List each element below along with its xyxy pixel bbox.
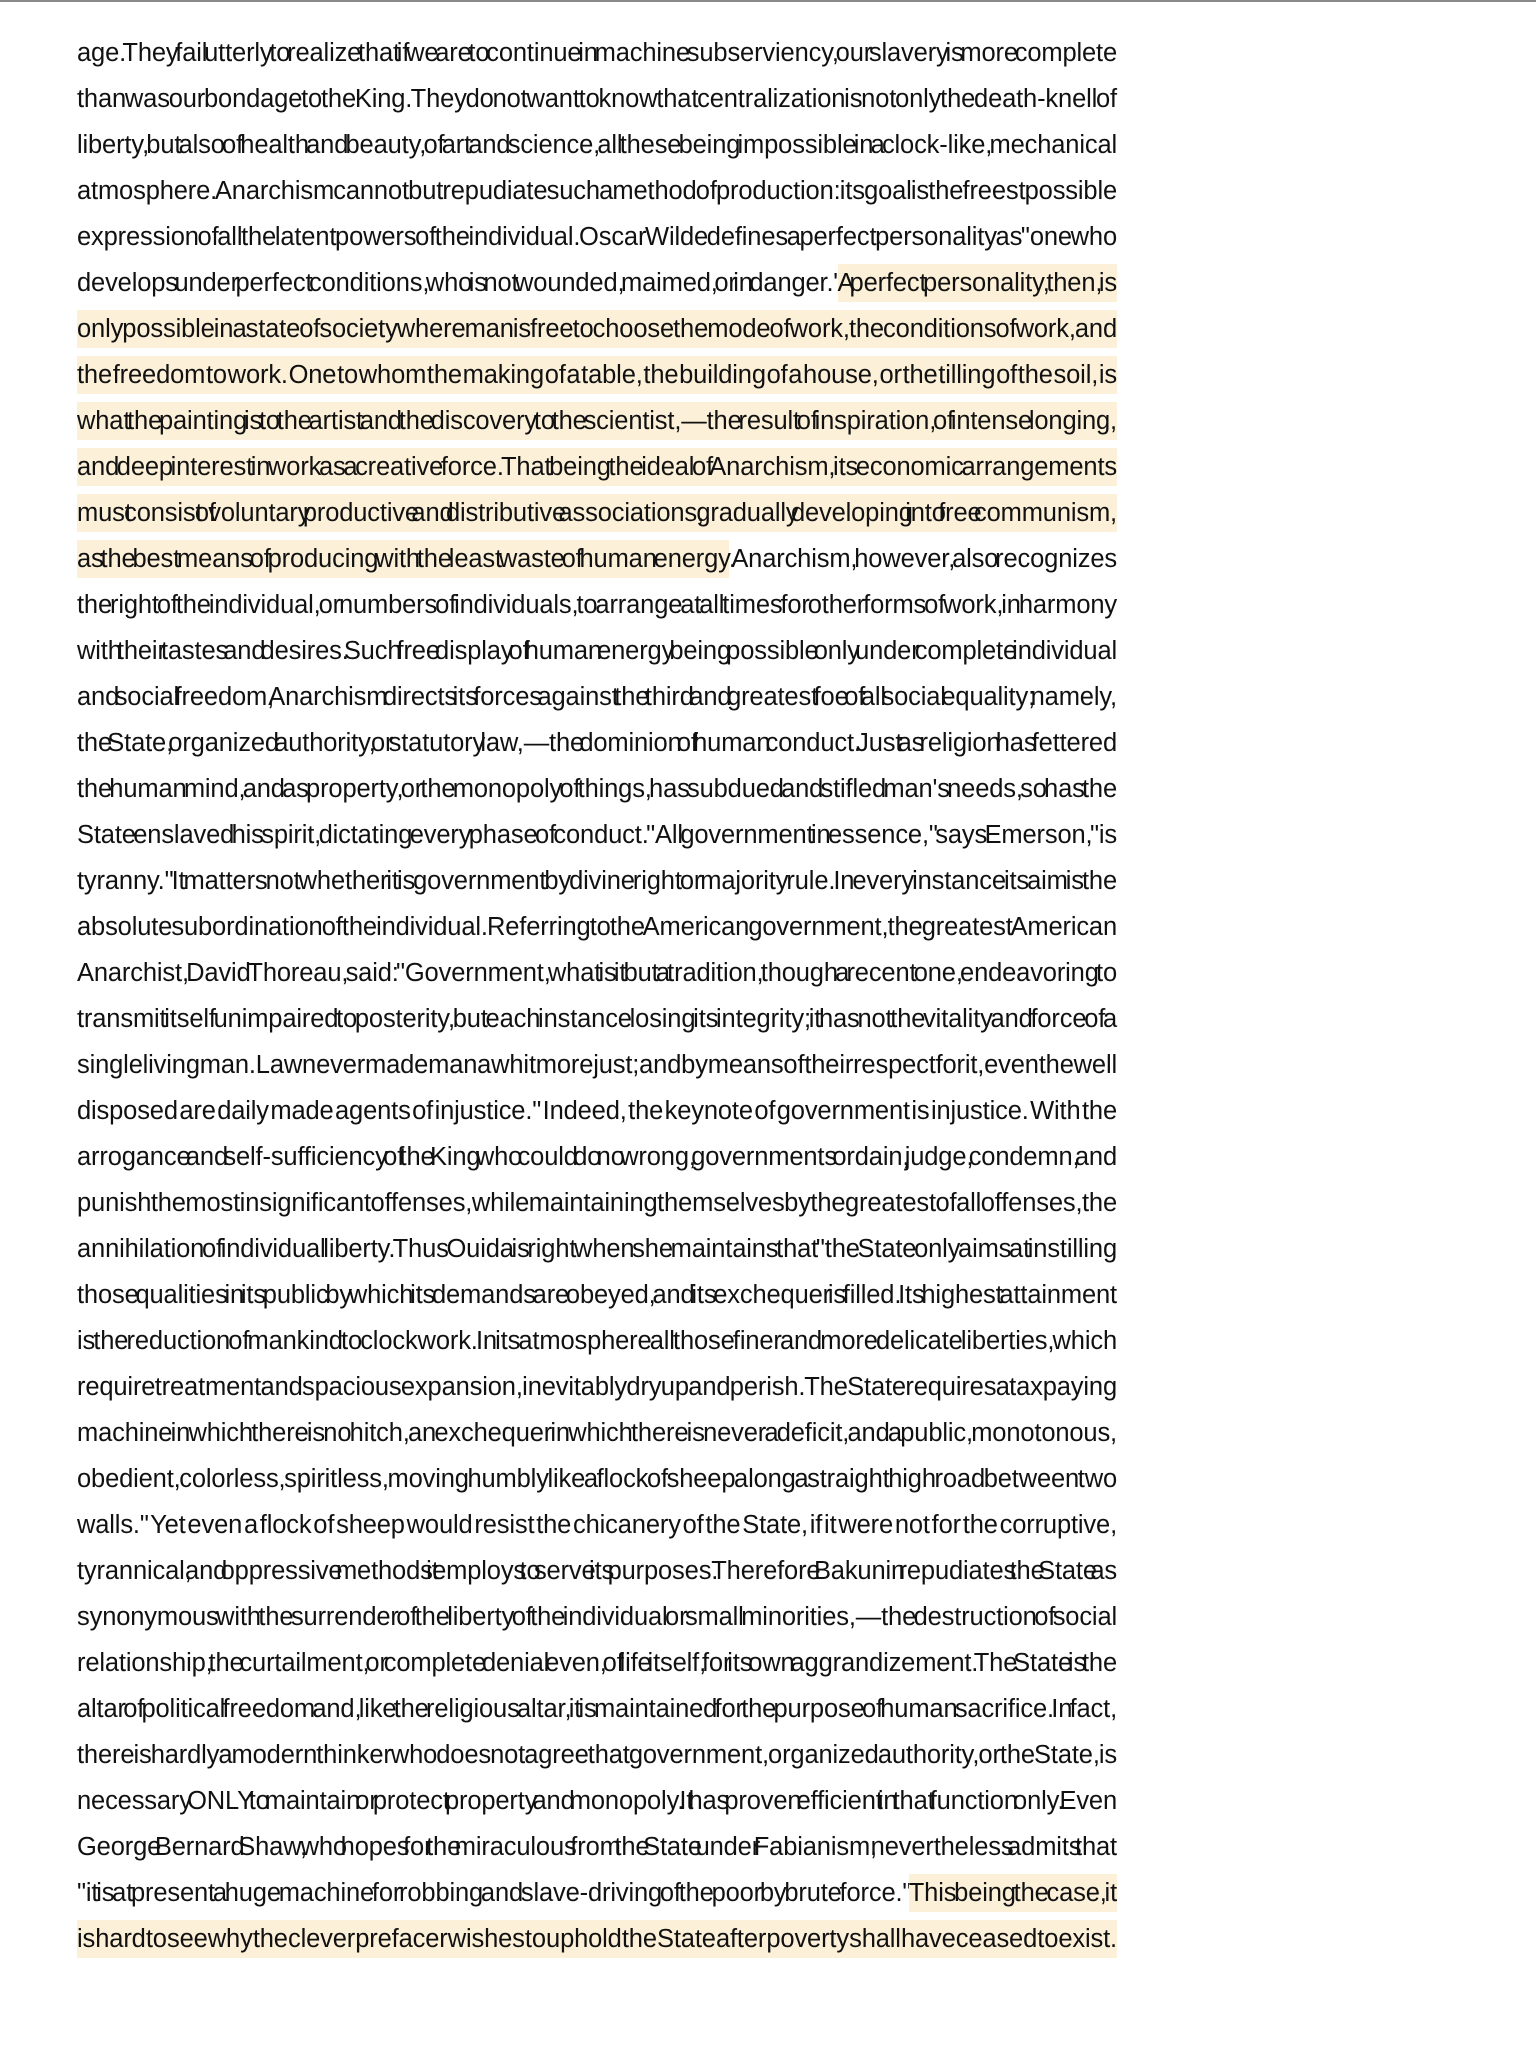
text-line [77, 352, 1117, 398]
text-line [77, 490, 1117, 536]
text-line [77, 674, 1117, 720]
body-text: tyrannical, and oppressive methods it employs to serve its purposes. Therefore Bakunin repudiates the State as [77, 1557, 1117, 1585]
body-text: machine in which there is no hitch, an exchequer in which there is never a deficit, and a public, monotonous, [77, 1419, 1117, 1447]
body-text: single living man. Law never made man a whit more just; and by means of their respect for it, even the well [77, 1051, 1117, 1079]
body-text: necessary ONLY to maintain or protect property and monopoly. It has proven efficient in that function only. Even [77, 1787, 1117, 1815]
body-text: those qualities in its public by which its demands are obeyed, and its exchequer is filled. Its highest attainment [77, 1281, 1117, 1309]
text-line [77, 1410, 1117, 1456]
text-line [77, 1594, 1117, 1640]
body-text: the State, organized authority, or statutory law,—the dominion of human conduct. Just as religion has fettered [77, 729, 1117, 757]
body-text: the human mind, and as property, or the monopoly of things, has subdued and stifled man's needs, so has the [77, 775, 1117, 803]
body-text: "it is at present a huge machine for robbing and slave-driving of the poor by brute force." [77, 1879, 909, 1907]
body-text: arrogance and self-sufficiency of the King who could do no wrong, governments ordain, judge, condemn, and [77, 1143, 1117, 1171]
text-line [77, 628, 1117, 674]
body-text: there is hardly a modern thinker who does not agree that government, organized authority, or the State, is [77, 1741, 1117, 1769]
top-border [0, 0, 1536, 2]
body-text: Anarchist, David Thoreau, said: "Government, what is it but a tradition, though a recent one, endeavoring to [77, 959, 1117, 987]
body-text: absolute subordination of the individual. Referring to the American government, the greatest American [77, 913, 1117, 941]
text-line [77, 1732, 1117, 1778]
body-text: walls." Yet even a flock of sheep would resist the chicanery of the State, if it were not for the corruptive, [77, 1511, 1117, 1539]
text-line [77, 398, 1117, 444]
text-line [77, 996, 1117, 1042]
body-text: expression of all the latent powers of the individual. Oscar Wilde defines a perfect personality as "one who [77, 223, 1117, 251]
body-text: tyranny." It matters not whether it is government by divine right or majority rule. In every instance its aim is the [77, 867, 1117, 895]
body-text: liberty, but also of health and beauty, of art and science, all these being impossible in a clock-like, mechanical [77, 131, 1117, 159]
highlighted-text[interactable]: and deep interest in work as a creative force. That being the ideal of Anarchism, its economic arrangements [77, 448, 1117, 486]
text-line [77, 1088, 1117, 1134]
text-line [77, 1640, 1117, 1686]
body-text: than was our bondage to the King. They do not want to know that centralization is not only the death-knell of [77, 85, 1117, 113]
body-text: is the reduction of mankind to clockwork. In its atmosphere all those finer and more delicate liberties, which [77, 1327, 1117, 1355]
text-line [77, 1456, 1117, 1502]
text-line [77, 1318, 1117, 1364]
body-text: . Anarchism, however, also recognizes [728, 545, 1117, 573]
body-text: obedient, colorless, spiritless, moving humbly like a flock of sheep along a straight high road between two [77, 1465, 1117, 1493]
highlighted-text[interactable]: the freedom to work. One to whom the making of a table, the building of a house, or the tilling of the soil, is [77, 356, 1117, 394]
body-text: disposed are daily made agents of injustice." Indeed, the keynote of government is injustice. With the [77, 1097, 1117, 1125]
text-line [77, 582, 1117, 628]
body-text: altar of political freedom and, like the religious altar, it is maintained for the purpose of human sacrifice. In fact, [77, 1695, 1117, 1723]
text-line [77, 122, 1117, 168]
body-text: synonymous with the surrender of the liberty of the individual or small minorities,—the destruction of social [77, 1603, 1117, 1631]
text-line [77, 858, 1117, 904]
text-line [77, 904, 1117, 950]
text-line [77, 260, 1117, 306]
text-line [77, 30, 1117, 76]
text-line [77, 1134, 1117, 1180]
text-line [77, 76, 1117, 122]
body-text: with their tastes and desires. Such free display of human energy being possible only under complete individual [77, 637, 1117, 665]
body-text: relationship, the curtailment, or complete denial even, of life itself, for its own aggrandizement. The State is the [77, 1649, 1117, 1677]
highlighted-text[interactable]: as the best means of producing with the least waste of human energy [77, 540, 729, 578]
highlighted-text[interactable]: only possible in a state of society where man is free to choose the mode of work, the conditions of work, and [77, 310, 1117, 348]
text-line [77, 1824, 1117, 1870]
body-text: require treatment and spacious expansion, inevitably dry up and perish. The State requires a taxpaying [77, 1373, 1117, 1401]
body-text: and social freedom, Anarchism directs its forces against the third and greatest foe of all social equality; namely, [77, 683, 1117, 711]
highlighted-text[interactable]: A perfect personality, then, is [838, 264, 1117, 302]
body-text: annihilation of individual liberty. Thus Ouida is right when she maintains that "the State only aims at instilling [77, 1235, 1117, 1263]
text-line [77, 1870, 1117, 1916]
text-line [77, 1272, 1117, 1318]
text-line [77, 536, 1117, 582]
body-text: transmit itself unimpaired to posterity, but each instance losing its integrity; it has not the vitality and force of a [77, 1005, 1117, 1033]
text-line [77, 812, 1117, 858]
text-line [77, 168, 1117, 214]
highlighted-text[interactable]: what the painting is to the artist and the discovery to the scientist,—the result of inspiration, of intense longing, [77, 402, 1117, 440]
highlighted-text[interactable]: is hard to see why the clever prefacer wishes to uphold the State after poverty shall have ceased to exist. [77, 1920, 1117, 1958]
text-line [77, 444, 1117, 490]
text-line [77, 720, 1117, 766]
text-line [77, 1226, 1117, 1272]
text-line [77, 306, 1117, 352]
body-text: punish the most insignificant offenses, while maintaining themselves by the greatest of all offenses, the [77, 1189, 1117, 1217]
highlighted-text[interactable]: must consist of voluntary productive and distributive associations, gradually developing into free communism, [77, 494, 1117, 532]
text-line [77, 1042, 1117, 1088]
text-line [77, 1364, 1117, 1410]
text-line [77, 1502, 1117, 1548]
body-text: atmosphere. Anarchism cannot but repudiate such a method of production: its goal is the freest possible [77, 177, 1117, 205]
text-line [77, 1548, 1117, 1594]
highlighted-text[interactable]: This being the case, it [909, 1874, 1117, 1912]
text-line [77, 1916, 1117, 1962]
body-text: the right of the individual, or numbers of individuals, to arrange at all times for other forms of work, in harmony [77, 591, 1117, 619]
body-text: age. They fail utterly to realize that if we are to continue in machine subserviency, our slavery is more complete [77, 39, 1117, 67]
text-line [77, 766, 1117, 812]
body-text: George Bernard Shaw, who hopes for the miraculous from the State under Fabianism, nevertheless admits that [77, 1833, 1117, 1861]
text-line [77, 950, 1117, 996]
text-line [77, 1778, 1117, 1824]
document-page [77, 30, 1117, 1962]
text-line [77, 1686, 1117, 1732]
body-text: develops under perfect conditions, who is not wounded, maimed, or in danger." [77, 269, 838, 297]
text-line [77, 214, 1117, 260]
text-line [77, 1180, 1117, 1226]
body-text: State enslaved his spirit, dictating every phase of conduct. "All government in essence," says Emerson, "is [77, 821, 1117, 849]
